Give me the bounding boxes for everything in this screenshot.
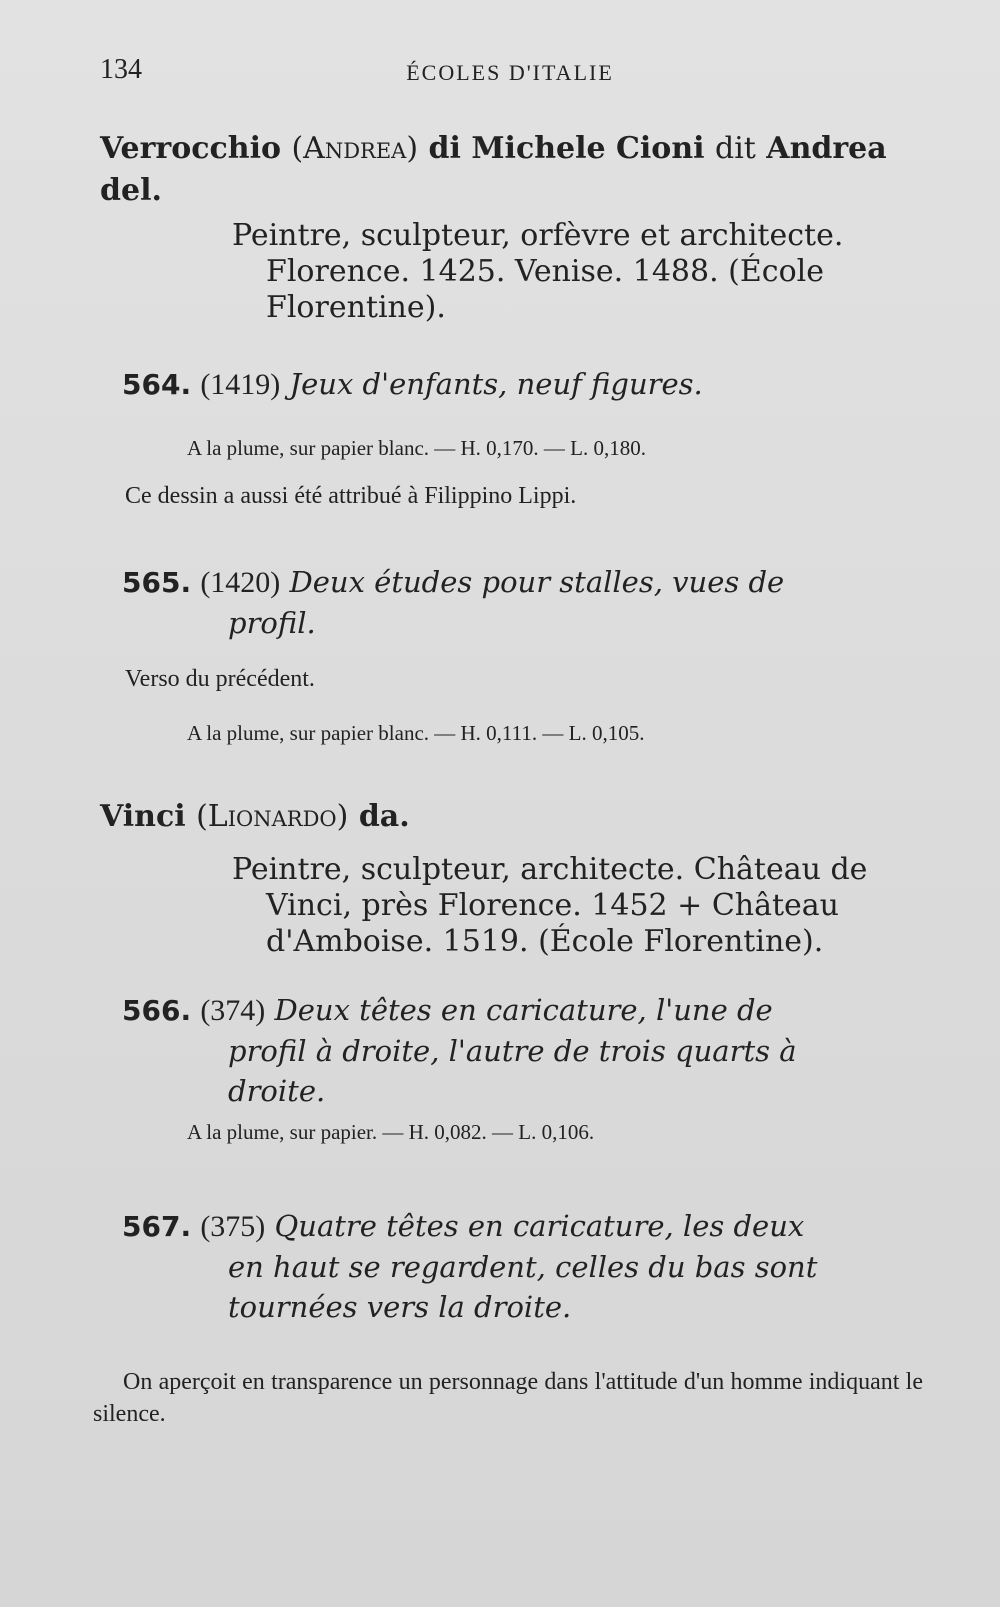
entry-number: 564. — [122, 368, 192, 401]
artist-dit: dit — [714, 131, 756, 166]
note-line: On aperçoit en transparence un personnage dans l'attitude — [123, 1369, 678, 1395]
bio-line: Vinci, près Florence. 1452 + Château — [266, 888, 840, 923]
inventory-number: (1420) — [200, 566, 281, 599]
inventory-number: (374) — [200, 994, 266, 1027]
artist-rest: di Michele Cioni — [428, 131, 705, 166]
catalogue-entry-567 — [122, 1206, 922, 1327]
entry-title-cont: profil à droite, l'autre de trois quarts à — [228, 1034, 797, 1068]
artist-forename: Lionardo — [207, 799, 337, 834]
entry-note: Ce dessin a aussi été attribué à Filippino Lippi. — [125, 483, 577, 509]
artist-surname: Vinci — [100, 799, 186, 834]
artist-particle: da. — [358, 799, 410, 834]
artist-bio-vinci — [232, 852, 922, 960]
entry-title-cont: profil. — [228, 606, 316, 640]
catalogue-entry-564 — [122, 364, 922, 405]
artist-bio-verrocchio — [232, 218, 922, 326]
entry-number: 566. — [122, 994, 192, 1027]
entry-title-cont: droite. — [228, 1074, 326, 1108]
note-line: d'un homme indiquant le silence. — [93, 1369, 923, 1427]
entry-title-cont: tournées vers la droite. — [228, 1290, 572, 1324]
bio-line: Peintre, sculpteur, orfèvre et architecte. — [232, 218, 844, 253]
entry-note — [93, 1366, 923, 1430]
artist-alias: Andrea del. — [100, 131, 887, 208]
entry-technique: A la plume, sur papier blanc. — H. 0,170. — L. 0,180. — [187, 436, 647, 460]
bio-line: Florentine). — [266, 290, 446, 325]
inventory-number: (375) — [200, 1210, 266, 1243]
catalogue-entry-566 — [122, 990, 922, 1111]
entry-title: Jeux d'enfants, neuf figures. — [289, 367, 703, 401]
entry-title-cont: en haut se regardent, celles du bas sont — [228, 1250, 818, 1284]
inventory-number: (1419) — [200, 368, 281, 401]
artist-heading-vinci: Vinci (Lionardo) da. — [100, 799, 410, 834]
artist-heading-verrocchio: Verrocchio (Andrea) di Michele Cioni dit Andrea del. — [100, 131, 887, 208]
entry-number: 565. — [122, 566, 192, 599]
entry-title: Quatre têtes en caricature, les deux — [274, 1209, 805, 1243]
entry-title: Deux têtes en caricature, l'une de — [274, 993, 773, 1027]
entry-note: Verso du précédent. — [125, 666, 315, 692]
page-number: 134 — [100, 54, 142, 85]
bio-line: d'Amboise. 1519. (École Florentine). — [266, 924, 824, 959]
bio-line: Peintre, sculpteur, architecte. Château de — [232, 852, 868, 887]
artist-forename: Andrea — [303, 131, 407, 166]
artist-surname: Verrocchio — [100, 131, 281, 166]
entry-title: Deux études pour stalles, vues de — [289, 565, 785, 599]
running-head: ÉCOLES D'ITALIE — [406, 60, 614, 85]
catalogue-entry-565 — [122, 562, 922, 643]
entry-number: 567. — [122, 1210, 192, 1243]
entry-technique: A la plume, sur papier. — H. 0,082. — L. 0,106. — [187, 1120, 595, 1144]
entry-technique: A la plume, sur papier blanc. — H. 0,111. — L. 0,105. — [187, 721, 645, 745]
page-header — [100, 50, 920, 90]
bio-line: Florence. 1425. Venise. 1488. (École — [266, 254, 824, 289]
